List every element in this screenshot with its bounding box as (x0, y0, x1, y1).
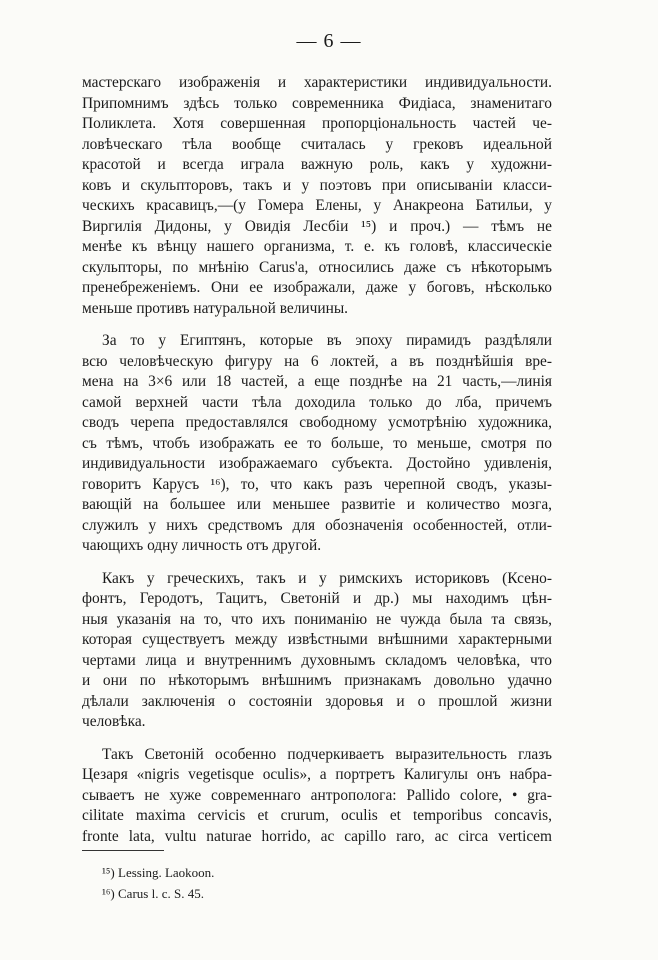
text-line: сываетъ не хуже современнаго антрополога: Pallido colore, • gra- (82, 786, 552, 804)
text-line: cilitate maxima cervicis et crurum, oculis et temporibus concavis, (82, 807, 552, 824)
text-line: Поликлета. Хотя совершенная пропорціональность частей че- (82, 115, 552, 132)
footnote-16 (102, 885, 204, 903)
text-line: дѣлали заключенія о состояніи здоровья и о прошлой жизни (82, 692, 552, 710)
text-line: Такъ Светоній особенно подчеркиваетъ выразительность глазъ (102, 745, 552, 763)
text-line: скульпторы, по мнѣнію Carus'а, относились даже съ нѣкоторымъ (82, 258, 552, 276)
text-line: и они по нѣкоторымъ внѣшнимъ признакамъ довольно удачно (82, 672, 552, 689)
text-line: служилъ у нихъ средствомъ для обозначенія особенностей, отли- (82, 516, 552, 534)
page-number: — 6 — (296, 30, 362, 52)
text-line: мастерскаго изображенія и характеристики индивидуальности. (82, 74, 552, 91)
footnote-text: Lessing. Laokoon. (118, 865, 215, 880)
text-line: чертами лица и внутреннимъ духовнымъ складомъ человѣка, что (82, 651, 552, 669)
text-line: мена на 3×6 или 18 частей, а еще позднѣе на 21 часть,—линія (82, 373, 552, 390)
text-line: Цезаря «nigris vegetisque oculis», а портретъ Калигулы онъ набра- (82, 766, 552, 783)
text-line: ловѣческаго тѣла вообще считалась у грековъ идеальной (82, 135, 552, 153)
text-line: чающихъ одну личность отъ другой. (82, 537, 322, 554)
footnote-marker: ¹⁵) (102, 865, 115, 880)
body-text (82, 73, 552, 847)
text-line: Виргилія Дидоны, у Овидія Лесбіи ¹⁵) и проч.) — тѣмъ не (82, 217, 552, 235)
text-line: человѣка. (82, 713, 146, 730)
text-line: Припомнимъ здѣсь только современника Фидіаса, знаменитаго (82, 94, 552, 112)
text-line: говоритъ Карусъ ¹⁶), то, что какъ разъ черепной сводъ, указы- (82, 475, 552, 493)
text-line: всю человѣческую фигуру на 6 локтей, а въ позднѣйшія вре- (82, 352, 552, 370)
text-line: Какъ у греческихъ, такъ и у римскихъ историковъ (Ксено- (102, 569, 552, 587)
text-line: fronte lata, vultu naturae horrido, ac capillo raro, ac circa verticem (82, 827, 552, 845)
text-line: меньше противъ натуральной величины. (82, 299, 349, 317)
footnote-15 (102, 864, 214, 882)
text-line: съ тѣмъ, чтобъ изображать ее то больше, то меньше, смотря по (82, 434, 552, 452)
text-line: пренебреженіемъ. Они ее изображали, даже у боговъ, нѣсколько (82, 279, 552, 296)
text-line: За то у Египтянъ, которые въ эпоху пирамидъ раздѣляли (102, 332, 552, 349)
text-line: фонтъ, Геродотъ, Тацитъ, Светоній и др.) мы находимъ цѣн- (82, 590, 552, 607)
footnote-text: Carus l. c. S. 45. (118, 886, 204, 901)
paragraph-1 (82, 73, 552, 319)
text-line: вающій на большее или меньшее развитіе и количество мозга, (82, 496, 552, 513)
paragraph-3 (82, 569, 552, 733)
text-line: красотой и всегда играла важную роль, какъ у художни- (82, 156, 552, 173)
footnote-marker: ¹⁶) (102, 886, 115, 901)
paragraph-2 (82, 331, 552, 557)
text-line: которая существуетъ между извѣстными внѣшними характерными (82, 631, 552, 648)
text-line: менѣе къ вѣнцу нашего организма, т. е. къ головѣ, классическіе (82, 238, 552, 255)
text-line: индивидуальности изображаемаго субъекта. Достойно удивленія, (82, 455, 552, 472)
footnote-divider (82, 850, 164, 851)
text-line: самой верхней части тѣла доходила только до лба, причемъ (82, 393, 552, 411)
text-line: ковъ и скульпторовъ, такъ и у поэтовъ при описываніи класси- (82, 176, 552, 194)
paragraph-4 (82, 745, 552, 848)
text-line: ческихъ красавицъ,—(у Гомера Елены, у Анакреона Батильи, у (82, 197, 552, 214)
text-line: сводъ черепа предоставлялся свободному усмотрѣнію художника, (82, 414, 552, 431)
text-line: ныя указанія на то, что ихъ пониманію не чужда была та связь, (82, 610, 552, 628)
